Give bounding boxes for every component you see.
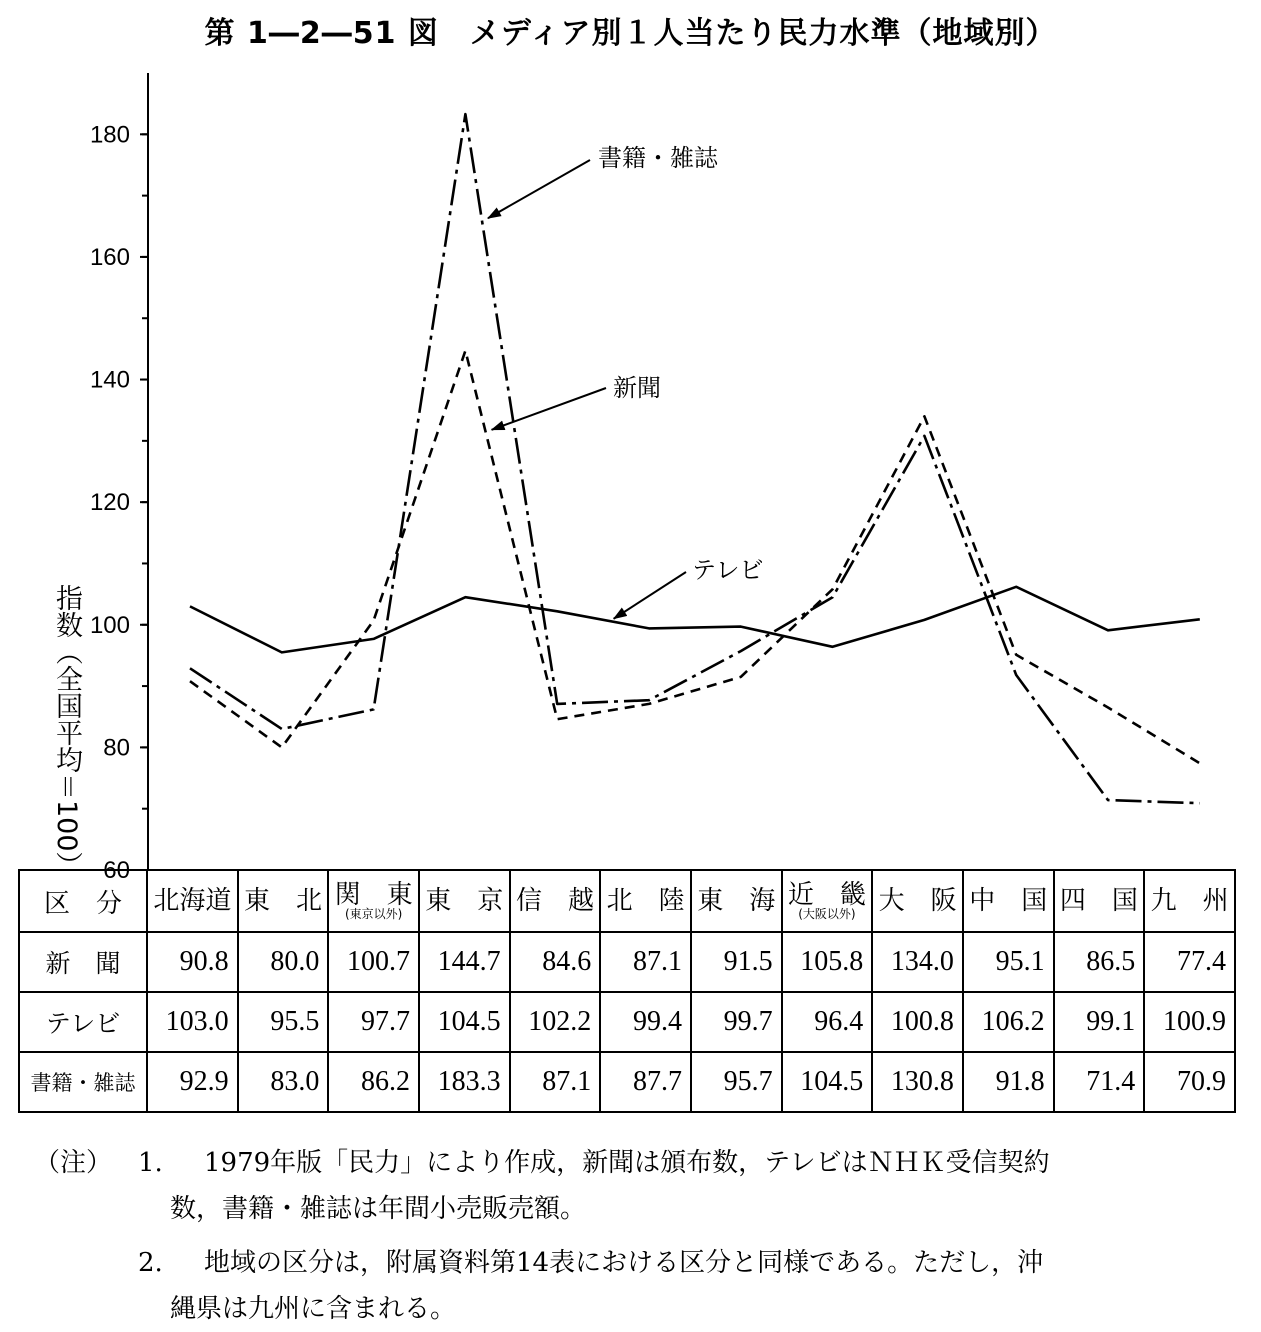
column-header-label: 関 東: [331, 882, 416, 908]
column-header: [510, 870, 601, 932]
table-cell: 83.0: [238, 1052, 329, 1112]
table-cell: 84.6: [510, 932, 601, 992]
series-line-2: [190, 114, 1200, 803]
y-tick-label: 120: [90, 489, 130, 516]
series-annotation-label: 書籍・雑誌: [598, 144, 719, 172]
table-header-row: [19, 870, 1235, 932]
y-tick-label: 60: [103, 857, 130, 884]
table-cell: 104.5: [419, 992, 510, 1052]
table-cell: 80.0: [238, 932, 329, 992]
column-header: [147, 870, 238, 932]
series-annotation-label: 新聞: [613, 374, 661, 402]
note-text: 地域の区分は，附属資料第14表における区分と同様である。ただし，沖: [204, 1240, 1043, 1286]
table-cell: 95.1: [963, 932, 1054, 992]
column-header: [328, 870, 419, 932]
table-cell: 102.2: [510, 992, 601, 1052]
table-cell: 100.9: [1144, 992, 1235, 1052]
table-cell: 105.8: [782, 932, 873, 992]
table-cell: 104.5: [782, 1052, 873, 1112]
column-header: [782, 870, 873, 932]
series-lines: [190, 114, 1200, 803]
table-cell: 97.7: [328, 992, 419, 1052]
note-text: 1979年版「民力」により作成，新聞は頒布数，テレビはＮＨＫ受信契約: [204, 1140, 1050, 1186]
table-cell: 91.5: [691, 932, 782, 992]
table-cell: 130.8: [872, 1052, 963, 1112]
row-label: 書籍・雑誌: [19, 1052, 147, 1112]
table-cell: 100.7: [328, 932, 419, 992]
column-header-label: 信 越: [513, 888, 598, 914]
column-header-note: (東京以外): [331, 908, 416, 920]
chart-title: 第 1―2―51 図 メディア別１人当たり民力水準（地域別）: [0, 8, 1261, 52]
table-cell: 103.0: [147, 992, 238, 1052]
y-axis: [90, 73, 148, 884]
column-header-label: 北海道: [150, 888, 235, 914]
table-cell: 91.8: [963, 1052, 1054, 1112]
column-header: [600, 870, 691, 932]
row-label: テレビ: [19, 992, 147, 1052]
y-tick-label: 160: [90, 244, 130, 271]
table-cell: 90.8: [147, 932, 238, 992]
notes-mark: （注）: [34, 1140, 112, 1186]
table-row: [19, 992, 1235, 1052]
y-tick-label: 100: [90, 612, 130, 639]
table-cell: 106.2: [963, 992, 1054, 1052]
column-header-label: 四 国: [1057, 888, 1142, 914]
table-row: [19, 1052, 1235, 1112]
series-annotation-label: テレビ: [692, 556, 764, 584]
table-cell: 134.0: [872, 932, 963, 992]
column-header: [1144, 870, 1235, 932]
series-line-1: [190, 587, 1200, 653]
column-header-label: 東 北: [241, 888, 326, 914]
y-tick-label: 80: [103, 734, 130, 761]
annotation-arrow: [488, 160, 590, 218]
y-tick-label: 140: [90, 367, 130, 394]
table-cell: 100.8: [872, 992, 963, 1052]
table-cell: 99.7: [691, 992, 782, 1052]
note-number: 1.: [138, 1140, 163, 1186]
table-cell: 87.1: [510, 1052, 601, 1112]
table-cell: 95.7: [691, 1052, 782, 1112]
y-axis-label: 指数（全国平均＝100）: [48, 584, 84, 879]
data-table: [18, 869, 1236, 1113]
note-text: 縄県は九州に含まれる。: [170, 1286, 456, 1332]
column-header-label: 九 州: [1147, 888, 1232, 914]
table-cell: 99.1: [1054, 992, 1145, 1052]
table-cell: 99.4: [600, 992, 691, 1052]
table-cell: 144.7: [419, 932, 510, 992]
table-cell: 183.3: [419, 1052, 510, 1112]
table-cell: 96.4: [782, 992, 873, 1052]
y-tick-label: 180: [90, 121, 130, 148]
column-header: [963, 870, 1054, 932]
column-header-label: 北 陸: [603, 888, 688, 914]
table-cell: 86.5: [1054, 932, 1145, 992]
table-cell: 92.9: [147, 1052, 238, 1112]
note-text: 数，書籍・雑誌は年間小売販売額。: [170, 1186, 586, 1232]
column-header-label: 近 畿: [785, 882, 870, 908]
note-number: 2.: [138, 1240, 163, 1286]
column-header: [691, 870, 782, 932]
table-cell: 86.2: [328, 1052, 419, 1112]
column-header-note: (大阪以外): [785, 908, 870, 920]
table-cell: 71.4: [1054, 1052, 1145, 1112]
table-cell: 87.7: [600, 1052, 691, 1112]
column-header: [238, 870, 329, 932]
notes: [34, 1140, 1254, 1332]
column-header: [872, 870, 963, 932]
table-cell: 95.5: [238, 992, 329, 1052]
column-header: [419, 870, 510, 932]
table-cell: 77.4: [1144, 932, 1235, 992]
column-header-label: 中 国: [966, 888, 1051, 914]
series-annotations: [488, 144, 764, 619]
column-header-label: 東 京: [422, 888, 507, 914]
annotation-arrow: [614, 572, 686, 619]
row-label: 新 聞: [19, 932, 147, 992]
table-cell: 87.1: [600, 932, 691, 992]
column-header-label: 大 阪: [875, 888, 960, 914]
table-row: [19, 932, 1235, 992]
column-header: [1054, 870, 1145, 932]
table-corner: 区 分: [19, 870, 147, 932]
column-header-label: 東 海: [694, 888, 779, 914]
table-cell: 70.9: [1144, 1052, 1235, 1112]
annotation-arrow: [492, 388, 606, 430]
